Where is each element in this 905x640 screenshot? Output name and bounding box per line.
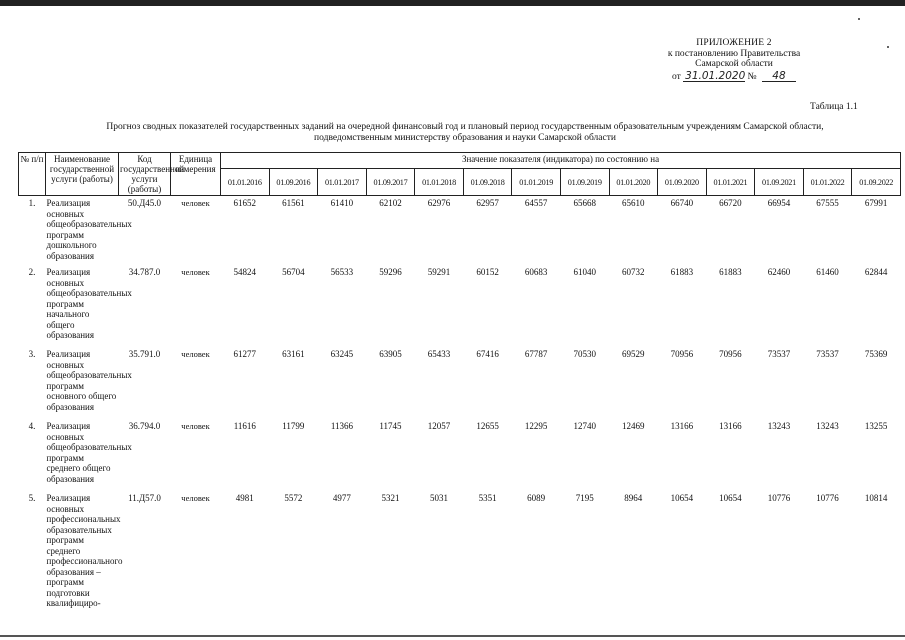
indicator-value: 70530 [573, 349, 596, 359]
header-date: 01.09.2019 [560, 169, 609, 196]
indicator-value: 61410 [330, 198, 354, 208]
indicator-value: 75369 [864, 349, 888, 359]
indicator-value: 62976 [427, 198, 451, 208]
indicator-value: 61277 [233, 349, 257, 359]
table-row [19, 347, 901, 419]
handwritten-date: 31.01.2020 [685, 69, 746, 82]
indicator-value: 73537 [816, 349, 839, 359]
indicator-value: 5321 [381, 493, 400, 503]
indicator-value: 61883 [670, 267, 694, 277]
appendix-line2: к постановлению Правительства [667, 48, 801, 59]
indicator-value: 61561 [282, 198, 305, 208]
header-date: 01.01.2020 [609, 169, 658, 196]
unit-of-measure: человек [181, 421, 210, 431]
unit-of-measure: человек [181, 493, 210, 503]
indicator-value: 11745 [379, 421, 402, 431]
indicator-value: 70956 [719, 349, 742, 359]
indicator-value: 67991 [864, 198, 888, 208]
indicator-value: 12057 [427, 421, 451, 431]
date-prefix: от [672, 71, 681, 82]
header-name: Наименование государственной услуги (работы) [46, 153, 119, 196]
indicator-value: 12469 [622, 421, 645, 431]
appendix-date-row [649, 71, 819, 83]
service-code: 50.Д45.0 [127, 198, 162, 208]
indicator-value: 65433 [427, 349, 451, 359]
header-date: 01.09.2022 [852, 169, 901, 196]
indicator-value: 63905 [379, 349, 402, 359]
unit-of-measure: человек [181, 267, 210, 277]
indicator-value: 62102 [379, 198, 402, 208]
indicator-value: 59291 [427, 267, 451, 277]
appendix-line3: Самарской области [695, 59, 773, 69]
indicator-value: 62460 [767, 267, 791, 277]
service-name: Реализация основных общеобразовательных программ начального общего образования [46, 267, 132, 340]
indicator-value: 13243 [816, 421, 839, 431]
indicator-value: 69529 [622, 349, 645, 359]
indicator-value: 62844 [864, 267, 888, 277]
header-date: 01.01.2017 [318, 169, 367, 196]
indicator-value: 67787 [524, 349, 548, 359]
top-border [0, 0, 905, 6]
indicator-value: 4977 [332, 493, 351, 503]
header-date: 01.09.2018 [463, 169, 512, 196]
table-row [19, 265, 901, 347]
indicator-value: 5351 [478, 493, 497, 503]
handwritten-number: 48 [762, 71, 796, 82]
indicator-value: 60152 [476, 267, 499, 277]
indicator-value: 5572 [284, 493, 303, 503]
indicator-value: 65668 [573, 198, 596, 208]
indicator-value: 62957 [476, 198, 499, 208]
indicator-value: 6089 [527, 493, 546, 503]
document-title [40, 122, 890, 144]
service-name: Реализация основных общеобразовательных программ среднего общего образования [46, 421, 132, 484]
unit-of-measure: человек [181, 198, 210, 208]
indicator-value: 54824 [233, 267, 257, 277]
header-date: 01.01.2022 [803, 169, 852, 196]
appendix-title: ПРИЛОЖЕНИЕ 2 [696, 38, 772, 48]
indicator-value: 13166 [719, 421, 742, 431]
indicator-value: 5031 [430, 493, 449, 503]
indicator-value: 73537 [767, 349, 791, 359]
title-line-2: подведомственным министерству образования и науки Самарской области [314, 133, 616, 143]
header-date: 01.01.2016 [221, 169, 270, 196]
indicator-value: 65610 [622, 198, 645, 208]
indicator-value: 4981 [235, 493, 254, 503]
header-date: 01.01.2021 [706, 169, 755, 196]
indicator-value: 12740 [573, 421, 596, 431]
scan-speck [858, 18, 860, 20]
service-code: 34.787.0 [128, 267, 161, 277]
indicator-value: 7195 [575, 493, 594, 503]
header-value-group: Значение показателя (индикатора) по состоянию на [221, 153, 901, 169]
indicator-value: 56533 [330, 267, 354, 277]
indicator-value: 11366 [330, 421, 353, 431]
indicator-value: 64557 [524, 198, 548, 208]
indicator-value: 61883 [719, 267, 742, 277]
indicator-value: 66954 [767, 198, 791, 208]
header-unit: Единица измерения [171, 153, 221, 196]
indicator-value: 63245 [330, 349, 354, 359]
header-no: № п/п [19, 153, 46, 196]
indicator-value: 8964 [624, 493, 643, 503]
indicator-value: 11799 [282, 421, 305, 431]
indicator-value: 66720 [719, 198, 742, 208]
row-number: 1. [28, 198, 36, 208]
service-code: 11.Д57.0 [128, 493, 161, 503]
indicator-value: 66740 [670, 198, 694, 208]
indicator-value: 13166 [670, 421, 694, 431]
indicator-value: 13243 [767, 421, 791, 431]
indicator-value: 10654 [670, 493, 694, 503]
number-prefix: № [747, 71, 757, 82]
indicator-value: 59296 [379, 267, 402, 277]
header-date: 01.09.2016 [269, 169, 318, 196]
indicator-value: 13255 [864, 421, 888, 431]
table-label: Таблица 1.1 [810, 102, 858, 112]
service-name: Реализация основных общеобразовательных программ дошкольного образования [46, 198, 132, 261]
appendix-stamp [649, 38, 819, 82]
header-date: 01.09.2021 [755, 169, 804, 196]
indicator-value: 61652 [233, 198, 257, 208]
unit-of-measure: человек [181, 349, 210, 359]
row-number: 2. [28, 267, 36, 277]
row-number: 5. [28, 493, 36, 503]
row-number: 3. [28, 349, 36, 359]
table-row [19, 491, 901, 609]
indicator-value: 10776 [816, 493, 839, 503]
scan-speck [887, 46, 889, 48]
service-name: Реализация основных профессиональных образовательных программ среднего профессионального образования – программ подготовки квалифициро- [46, 493, 123, 608]
title-line-1: Прогноз сводных показателей государственных заданий на очередной финансовый год и плановый период государственным образовательным учреждениям Самарской области, [106, 122, 824, 132]
indicator-value: 67416 [476, 349, 499, 359]
header-date: 01.09.2017 [366, 169, 415, 196]
header-date: 01.01.2018 [415, 169, 464, 196]
service-name: Реализация основных общеобразовательных программ основного общего образования [46, 349, 132, 412]
indicator-value: 60683 [524, 267, 548, 277]
row-number: 4. [28, 421, 36, 431]
bottom-border [0, 635, 905, 637]
indicator-value: 10814 [864, 493, 888, 503]
indicator-value: 61040 [573, 267, 596, 277]
table-row [19, 419, 901, 491]
indicator-value: 10654 [719, 493, 742, 503]
indicator-value: 67555 [816, 198, 839, 208]
header-date: 01.01.2019 [512, 169, 561, 196]
indicator-value: 56704 [282, 267, 305, 277]
indicator-value: 10776 [767, 493, 791, 503]
indicator-value: 60732 [622, 267, 645, 277]
indicator-value: 63161 [282, 349, 305, 359]
service-code: 35.791.0 [128, 349, 161, 359]
indicator-value: 11616 [233, 421, 256, 431]
table-row [19, 196, 901, 266]
service-code: 36.794.0 [128, 421, 161, 431]
indicator-value: 12655 [476, 421, 499, 431]
header-date: 01.09.2020 [658, 169, 707, 196]
forecast-table [18, 152, 901, 609]
header-code: Код государственной услуги (работы) [120, 154, 185, 194]
indicator-value: 12295 [524, 421, 548, 431]
indicator-value: 70956 [670, 349, 694, 359]
indicator-value: 61460 [816, 267, 839, 277]
